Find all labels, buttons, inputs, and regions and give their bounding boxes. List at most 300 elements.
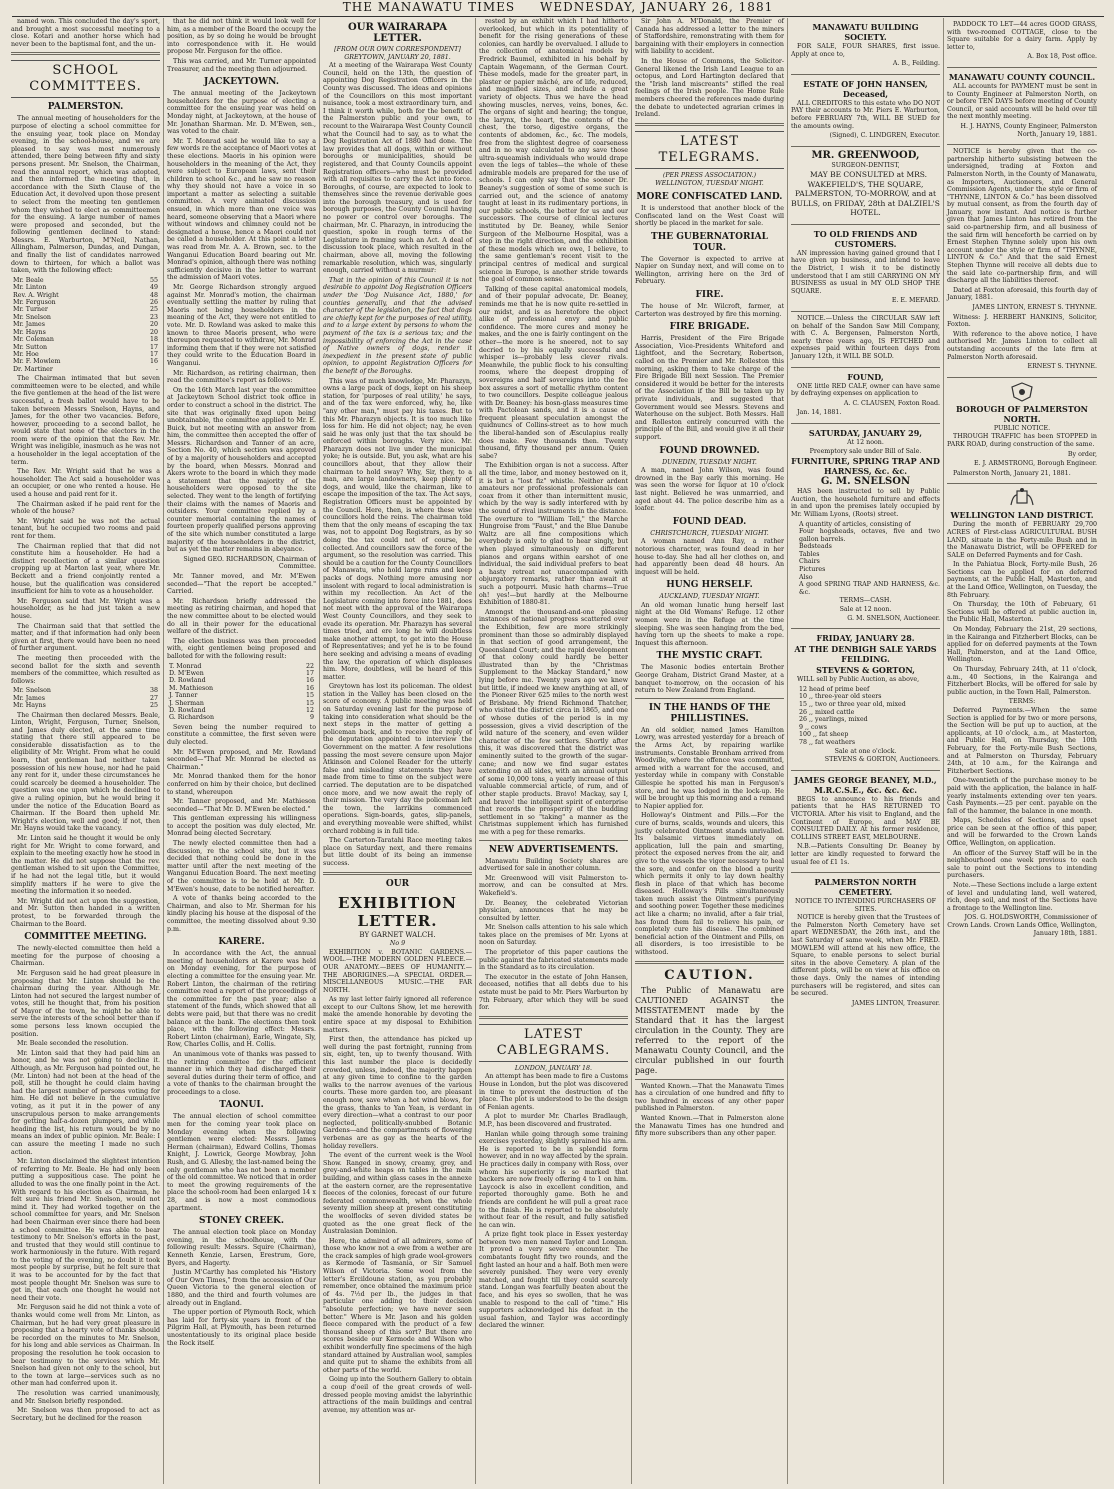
article-text: Greytown has lost its policeman. The oldest station in the Valley has been closed on the score of economy. A public meeting was held on Saturday evening last for the purpose of taking into consideration what should be the next steps in the matter of getting a policeman back, and to receive the reply of the deputation appointed to interview the Government on the matter. A few resolutions passing the most severe censure upon Major Atkinson and Colonel Reader for the utterly false and misleading statements they have made from time to time on the subject were carried. The deputation are to be dispatched once more, and we now await the reply of their mission. The very day the policeman left the town, the larrikins commenced operations. Sign-boards, gates, slip-panels, and everything moveable were shifted, whilst orchard robbing is in full tide.	[323, 683, 472, 835]
notice-text: Wanted Known.—That the Manawatu Times has a circulation of one hundred and fifty to two hundred in excess of any other paper published in Palmerston.	[635, 1082, 784, 1113]
article-text: The Governor is expected to arrive at Napier on Sunday next, and will come on to Wellington, arriving here on the 3rd of February.	[635, 255, 784, 286]
section-title: SCHOOL COMMITTEES.	[11, 60, 160, 98]
ad-title: TO OLD FRIENDS AND CUSTOMERS.	[813, 228, 918, 249]
vote-row	[11, 284, 160, 291]
column-1	[8, 18, 164, 1484]
dateline: [FROM OUR OWN CORRESPONDENT] GREYTOWN, JANUARY 20, 1881.	[334, 46, 461, 61]
subsection-title: FOUND DROWNED.	[659, 445, 760, 456]
candidate-name: Mr. Hayns	[13, 328, 46, 336]
vote-count: -	[155, 365, 158, 373]
candidate-name: Mr. Turner	[13, 306, 48, 314]
vote-count: 25	[149, 702, 158, 710]
ad-building-society	[791, 18, 940, 75]
ad-body: THROUGH TRAFFIC has been STOPPED in PARK ROAD, during construction of the same.	[947, 433, 1097, 448]
subsection-title: FIRE BRIGADE.	[669, 322, 750, 333]
candidate-name: Mr. F. Mowlem	[13, 358, 61, 366]
vote-count: 20	[149, 328, 158, 336]
vote-row	[167, 663, 316, 670]
vote-row	[167, 670, 316, 677]
ad-body: Note.—These Sections include a large extent of level and undulating land, well watered, rich, deep soil, and most of the Sections have a frontage to the Wellington line.	[947, 882, 1097, 912]
article-text: Mr. Monrad thanked them for the honor conferred on him by their choice, but declined to stand, whereupon	[167, 773, 316, 796]
columns	[8, 18, 1108, 1484]
list-item: Chairs	[799, 558, 820, 566]
article-text: The election business was then proceeded with, eight gentlemen being proposed and balloted for with the following result:	[167, 637, 316, 660]
article-summary: EXHIBITION v. BOTANIC GARDENS.—WOOL.—THE MODERN GOLDEN FLEECE.—OUR ANATOMY.—BEES OF HUMANITY.—THE ABORIGINES.—A SPECIAL ORDER.—MISCELLANEOUS MUSIC.—THE FAR NORTH.	[323, 948, 472, 994]
vote-count: 17	[149, 350, 158, 358]
list-item: A good SPRING TRAP AND HARNESS, &c. &c.	[799, 581, 940, 596]
vote-row	[11, 358, 160, 365]
article-text: An attempt has been made to fire a Customs House in London, but the plot was discovered in time to prevent the destruction of the place. The plot is understood to be the design of Fenian agents.	[479, 1073, 628, 1111]
section-kicker: OUR	[385, 878, 410, 889]
subsection-title: KARERE.	[218, 937, 265, 948]
ad-heading: TERMS:	[1008, 698, 1036, 706]
list-item: 9 ,, cows	[799, 723, 827, 731]
candidate-name: J. Sherman	[169, 699, 204, 707]
column-5	[632, 18, 788, 1484]
dateline: DUNEDIN, TUESDAY NIGHT.	[662, 458, 757, 466]
ad-heading: AT THE DENBIGH SALE YARDS FEILDING.	[794, 644, 937, 665]
ad-witness: Witness: J. HERBERT HANKINS, Solicitor, Foxton.	[947, 313, 1097, 329]
candidate-name: Mr. Hayns	[13, 702, 46, 710]
candidate-name: Mr. Beale	[13, 276, 44, 284]
vote-count: 38	[149, 687, 158, 695]
ad-signature: E. E. MEFARD.	[891, 297, 940, 305]
ad-date: Jan. 14, 1881.	[797, 409, 842, 417]
list-item: Four hogsheads, octaves, five and two gallon barrels.	[799, 528, 940, 543]
article-text: Mr. George Richardson strongly argued against Mr. Monrad's motion, the chairman eventually settling the matter by ruling that Maoris not being householders in the meaning of the Act, they were not entitled to vote. Mr. D. Rowland was asked to make this known to three Maoris present, who were thereupon requested to withdraw, Mr. Monrad informing them that if they were not satisfied they could write to the Education Board in Wanganui.	[167, 284, 316, 367]
vote-row	[11, 344, 160, 351]
ad-signature: H. J. HAYNS, County Engineer, Palmerston North, January 19, 1881.	[960, 122, 1097, 138]
notice-text: Wanted Known.—That in Palmerston alone the Manawatu Times has one hundred and fifty more subscribers than any other paper.	[635, 1115, 784, 1138]
section-title: EXHIBITION LETTER.	[338, 893, 457, 930]
ad-dated: Dated at Foxton aforesaid, this fourth day of January, 1881.	[947, 286, 1097, 302]
ad-order: By order,	[1067, 450, 1097, 458]
article-text: Mr. Linton disclaimed the slightest intention of referring to Mr. Beale. He had only been putting a suppositious case. The point he alluded to was the one finally point in the Act. With regard to his election as Chairman, he felt sure his friend Mr. Snelson, would not mind it. They had worked together on the school committee for years, and Mr. Snelson had been Chairman ever since there had been a school committee. He was able to bear testimony to Mr. Snelson's efforts in the past, and trusted that they would still continue to work harmoniously in the future. With regard to the voting of the evening, no doubt it took most people by surprise, but he felt sure that it was to be accounted for by the fact that most people thought Mr. Snelson was sure to get in, that each one thought he would not need their vote.	[11, 1158, 160, 1302]
article-text: The Chairman then declared Messrs. Beale, Linton, Wright, Ferguson, Turner, Snelson, and James duly elected, at the same time stating that there still appeared to be considerable dissatisfaction as to the eligibility of Mr. Wright. From what he could learn, that gentleman had neither taken possession of his new house, nor had he paid any rent for it, under these circumstances he could scarcely be deemed a householder. The question was one upon which he declined to give a ruling opinion, but he would bring it under the notice of the Education Board as Chairman. If the Board then upheld Mr. Wright's election, well and good; if not, then Mr. Hayns would take the vacancy.	[11, 711, 160, 833]
column-3	[320, 18, 476, 1484]
article-text: Mr. Snelson was then proposed to act as Secretary, but he declined for the reason	[11, 1407, 160, 1422]
column-2	[164, 18, 320, 1484]
article-text: The Exhibition organ is not a success. After all the time, labor, and money bestowed on it, it is but a "lost fiz" whistle. Neither ardent amateurs nor professional professionals can coax from it other than intermittent music, which by the way is sadly interfered with by the sound of rival instruments in the distance. The overture to "William Tell," the Marche Hungroise from "Faust," and the Blue Danube Waltz are all fine compositions which everybody is only to glad to hear singly, but when played simultaneously on different pianos and organs within earshot of one individual, the said individual prefers to beat a hasty retreat not unaccompanied with objurgatory remarks, rather than await at such a potpourri. Music hath charms—True oh! yes!—but hardly at the Melbourne Exhibition of 1880-81.	[479, 462, 628, 607]
auctioneer-name: G. M. SNELSON	[820, 476, 911, 488]
ad-subtitle: NOTICE TO INTENDING PURCHASERS OF SITES.	[794, 898, 937, 913]
article-text: Mr. Wright did not act upon the suggestion, and Mr. Sutton then handed in a written protest, to be forwarded through the Chairman to the Board.	[11, 897, 160, 928]
article-text: Amongst the thousand-and-one pleasing instances of national progress scattered over the Exhibition, few are more strikingly prominent than those so admirably displayed in that section of good arrangement, the Queensland Court; and the rapid development of that colony could hardly be better illustrated than by the "Christmas Supplement to the Mackay Standard," now lying before me. Twenty years ago we knew but little, if indeed we knew anything at all, of the Pioneer River 625 miles to the north west of Brisbane. My friend Richmond Thatcher, who visited the district circa in 1865, and one of whose duties of the period is in my possession, gives a vivid description of the wild nature of the scenery, and even wilder character of the few settlers. Shortly after this, it was discovered that the district was eminently suited to the growth of the sugar-cane; and now we find sugar estates extending on all sides, with an annual output of some 10,000 tons, a yearly increase of this valuable commercial article, of rum, and of other staple products. Bravo! Mackay, say I, and bravo! the intelligent spirit of enterprise that records the prosperity of the budding settlement in so "taking" a manner as the Christmas supplement which has furnished me with a peg for these remarks.	[479, 608, 628, 836]
article-text: Harris, President of the Fire Brigade Association, Vice-Presidents Whiteford and Lightfoot, and the Secretary, Robertson, called on the Premier and Mr. Rolleston this morning, asking them to take charge of the Fire Brigade Bill next Session. The Premier considered it would be better for the interests of the Association if the Bill be taken up by private individuals, and suggested that Government would see Messrs. Stevens and Waterhouse on the subject. Both Messrs. Hall and Rolleston entirely concurred with the principle of the Bill, and would give it all their support.	[635, 335, 784, 441]
article-text: The house of Mr. Wilcroft, farmer, at Carterton was destroyed by fire this morning.	[635, 303, 784, 318]
vote-count: 18	[149, 336, 158, 344]
masthead	[12, 0, 1104, 17]
candidate-name: D. M'Ewen	[169, 669, 204, 677]
ad-body: On Thursday, February 24th, at 11 o'clock, a.m., 40 Sections, in the Kairanga and Fitzherbert Blocks, will be offered for sale by public auction, in the Town Hall, Palmerston.	[947, 666, 1097, 696]
vote-count: 20	[149, 321, 158, 329]
subsection-title: STONEY CREEK.	[199, 1216, 284, 1227]
list-item: Also	[799, 573, 813, 581]
ad-body: With reference to the above notice, I have authorised Mr. James Linton to collect all outstanding accounts of the late firm at Palmerston North aforesaid.	[947, 330, 1097, 361]
article-text: The Chairman said that that settled the matter, and if that information had only been given at first, there would have been no need of further argument.	[11, 622, 160, 653]
candidate-name: G. Richardson	[169, 714, 215, 722]
article-text: This was of much knowledge, Mr. Pharazyn, owns a large pack of dogs, kept on his sheep station, for 'purposes of real utility,' he says, and of the tax were enforced, why, he, like "any other man," must pay his taxes. But to this Mr. Pharazyn objects. It is too much like loss for him. He did not object; nay, he even said he was only just that the tax should be enforced within boroughs. Very nice. Mr. Pharazyn does not live under the municipal yoke; he is outside. But, you ask, what are his councillors about, that they allow their chairman to hold sway? Why, Sir, they, to a man, are large landowners, keep plenty of dogs, and would, like the chairman, like to escape the imposition of the tax. The Act says, Registration Officers must be appointed by the Council. Here, then, is where these wise councillors hold the reins. The chairman told them that the only means of escaping the tax was, not to appoint Dog Registrars, as by so doing the tax could not of course, be collected. And councillors saw the force of the argument, so the resolution was carried. This should be a caution for the County Councillors of Manawatu, who hold large runs and keep packs of dogs. Nothing more amusing nor insolent with regard to local administration is within my recollection. An Act of the Legislature coming into force into 1881, does not meet with the approval of the Wairarapa West County Councillors, and they seek to evade its operation. Mr. Pharazyn has several times tried, and ere long he will doubtless make another attempt, to get into the House of Representatives; and yet he is to be found here seeking and advising a means of evading the law, the operation of which displeases him. More, doubtless, will be heard of this matter.	[323, 377, 473, 681]
list-item: 12 head of prime beef	[799, 685, 870, 693]
subsection-title: MORE CONFISCATED LAND.	[636, 191, 783, 202]
candidate-name: Dr. Martiner	[13, 365, 53, 373]
ad-signature: JAMES LINTON, Treasurer.	[851, 999, 940, 1007]
vote-row	[11, 292, 160, 299]
ad-signature: A. C. CLAUSEN, Foxton Road.	[843, 399, 940, 407]
ad-body: WILL sell by Public Auction, as above,	[797, 676, 920, 684]
vote-row	[11, 277, 160, 284]
ad-body: AN impression having gained ground that I have given up business, and intend to leave the District, I wish it to be distinctly understood that I am still CARRYING ON MY BUSINESS as usual in MY OLD SHOP THE SQUARE.	[791, 249, 940, 295]
vote-count: 17	[305, 669, 314, 677]
article-text: Holloway's Ointment and Pills.—For the cure of burns, scalds, wounds and ulcers, this justly celebrated Ointment stands unrivalled. Its balsamic virtues immediately on application, lull the pain and smarting, protect the exposed nerves from the air, and give to the vessels the vigor necessary to heal the sore, and confer on the blood a purity which permits it only to lay down healthy flesh in place of that which has become diseased. Holloway's Pills simultaneously taken much assist the Ointment's purifying and soothing power. Together these medicines act like a charm; no invalid, after a fair trial, has found them fail to relieve his pain, or completely cure his disease. The combined beneficial action of the Ointment and Pills, on all disorders, is too irresistible to be withstood.	[635, 812, 784, 957]
article-text: Mr. Linton said that they had paid him an honor, and he was not going to decline it. Although, as Mr. Ferguson had pointed out, he (Mr. Linton) had not been at the head of the poll, still he thought he could claim having had the largest number of persons voting for him. He did not believe in the cumulative voting, as it put it in the power of any unscrupulous person to make arrangements for getting half-a-dozen plumpers, and while heading the list, his return would be by no means an index of public opinion. Mr. Beale: I can assure the meeting I made no such action.	[11, 1049, 160, 1156]
vote-count: 17	[149, 343, 158, 351]
candidate-name: D. Rowland	[169, 677, 206, 685]
candidate-name: Mr. Hoe	[13, 350, 39, 358]
vote-row	[11, 306, 160, 313]
list-item: 100 ,, fat sheep	[799, 731, 849, 739]
article-text: The annual election of school committee men for the coming year took place on Monday evening when the following gentlemen were elected: Messrs. James Herman (chairman), Edward Collins, Thomas Knight, J. Lowrick, George Mowbray, John Rush, and G. Allesby, the last-named being the only gentleman who has not been a member of the old committee. We noticed that in order to meet the growing requirements of the place the school-room had been enlarged 14 x 28, and is now a most commodious apartment.	[167, 1113, 316, 1212]
vote-count: 49	[149, 284, 158, 292]
section-title: IN THE HANDS OF THE PHILLISTINES.	[648, 702, 771, 724]
vote-row	[11, 687, 160, 694]
vote-table-2	[11, 687, 160, 709]
ad-title: MANAWATU COUNTY COUNCIL.	[948, 71, 1096, 82]
ad-signature: ERNEST S. THYNNE.	[1027, 363, 1097, 371]
auctioneer-name: STEVENS & GORTON,	[816, 665, 915, 676]
ad-signature: JAMES LINTON, ERNEST S. THYNNE.	[972, 304, 1097, 311]
vote-count: 26	[149, 299, 158, 307]
article-text: named won. This concluded the day's sport, and brought a most successful meeting to a close. Kotari and another horse which had never been to the baptismal font, and the un-	[11, 18, 160, 48]
ad-note: N.B.—Patients Consulting Dr. Beaney by letter are kindly requested to forward the usual fee of £1 1s.	[791, 843, 940, 866]
vote-count: 12	[305, 706, 314, 714]
vote-row	[167, 685, 316, 692]
masthead-paper: THE MANAWATU TIMES	[342, 0, 516, 14]
ad-title: PALMERSTON NORTH CEMETERY.	[814, 877, 917, 898]
news-item: The proprietor of this paper cautions the public against the fabricated statements made in the Standard as to its circulation.	[479, 949, 628, 972]
ad-title: FOUND,	[847, 371, 884, 382]
list-item: Bedsteads	[799, 543, 832, 551]
ad-terms: TERMS—CASH.	[839, 597, 892, 605]
section-title: OUR WAIRARAPA LETTER.	[348, 22, 447, 44]
article-text: Mr. Tanner proposed, and Mr. Mathieson seconded—"That Mr. D. M'Ewen be elected."	[167, 798, 316, 813]
article-text: A prize fight took place in Essex yesterday between two men named Taylor and Longan. It proved a very severe encounter. The combatants fought fifty two rounds, and the fight lasted an hour and a half. Both men were severely punished. They were very evenly matched, and fought till they could scarcely stand. Longan was fearfully beaten about the face, and his eyes so swollen, that he was unable to respond to the call of "time." His supporters acknowledged his defeat in the usual fashion, and Taylor was accordingly declared the winner.	[479, 1231, 628, 1330]
candidate-name: T. Monrad	[169, 662, 202, 670]
vote-row	[11, 695, 160, 702]
ad-date: Palmerston North, January 21, 1881.	[953, 469, 1071, 477]
article-text: On the 16th March last year the committee at Jackeytown School district took office in order to construct a school in the district. The site that was originally fixed upon being unobtainable, the committee applied to Mr. E. Buick, but not meeting with an answer from him, the committee then accepted the offer of Messrs. Richardson and Tanner of an acre, Section No. 40, which section was approved of by a majority of householders and accepted by the board, when Messrs. Monrad and Akers wrote to the board in which they made a statement that the majority of the householders were opposed to the site selected. They went to the length of fortifying their claims with the names of Maoris and outsiders. Your committee replied by a counter memorial containing the names of fourteen properly qualified persons approving of the site which number constituted a large majority of the householders in the district, but as yet the matter remains in abeyance.	[167, 386, 316, 554]
article-text: Mr. Ferguson said he did not think a vote of thanks would come well from Mr. Linton, as Chairman, but he had very great pleasure in proposing that a hearty vote of thanks should be recorded on the minutes to Mr. Snelson, for his long and able services as Chairman. In proposing the resolution he took occasion to bear testimony to the services which Mr. Snelson had given not only to the school, but to the town at large—services such as no other man had conferred upon it.	[11, 1304, 160, 1388]
vote-row	[11, 702, 160, 709]
ad-signature: STEVENS & GORTON, Auctioneers.	[824, 756, 940, 764]
vote-row	[167, 714, 316, 721]
ad-signature: E. J. ARMSTRONG, Borough Engineer.	[974, 460, 1097, 468]
ad-body: NOTICE is hereby given that the Trustees of the Palmerston North Cemetery have set apart WEDNESDAY, the 26th inst., and the last Saturday of same week, when Mr. FRED. MOWLEM will attend at his new office, the Square, to enable persons to select burial sites in the above Cemetery. A plan of the different plots, will be on view at his office on those days. Only the names of intending purchasers will be registered, and sites can be secured.	[791, 914, 940, 998]
candidate-name: Mr. James	[13, 694, 45, 702]
article-text: An unanimous vote of thanks was passed to the retiring committee for the efficient manner in which they had discharged their several duties during their term of office, and a vote of thanks to the chairman brought the proceedings to a close.	[167, 1050, 316, 1096]
vote-row	[11, 329, 160, 336]
candidate-name: D. Rowland	[169, 706, 206, 714]
ad-mefard	[791, 225, 940, 312]
ad-paddock	[947, 18, 1097, 68]
ad-title: MR. GREENWOOD,	[811, 149, 920, 161]
vote-row	[11, 351, 160, 358]
article-text: The annual meeting of householders for the purpose of electing a school committee for the ensuing year, took place on Monday evening, in the school-house, and we are pleased to say was most numerously attended, there being between fifty and sixty persons present. Mr. Snelson, the Chairman, read the annual report, which was adopted, and then informed the meeting that, in accordance with the Sixth Clause of the Education Act, it devolved upon those present to select from the meeting ten gentlemen whom they wished to elect as committeemen for the ensuing. A large number of names were proposed and seconded, but the following gentlemen declined to stand: Messrs. E. Warburton, M'Neil, Nathan, Allingham, Palmerson, Dundas, and Dungan, and finally the list of candidates narrowed down to thirteen, for which a ballot was taken, with the following effect:	[11, 115, 160, 275]
vote-count: 25	[149, 306, 158, 314]
vote-table-1	[11, 277, 160, 373]
article-text: Talking of these capital anatomical models, and of their popular advocate, Dr. Beaney, reminds me that he is now quite re-settled in our midst, and is as heretofore the object alike of professional envy and public confidence. The more cures and money he makes, and the one is fairly contingent on the other—the more is he sneered, not to say decried to by his equally successful and whisper is—probably less clever rivals. Meanwhile, the public flock to his consulting rooms, where the deepest dropping of sovereigns and half sovereigns into the fee box assures a sort of metallic rhythm content to two councillors. Despite colleague jealous with Dr. Beaney: his bosn-glass measures time with Pactolean sands, and it is a cause of frequent pleasant speculation amongst the quidnuncs of Collins-street as to how much the liberal-handed son of Æsculapius really does make. Few thousands then. Twenty thousand, fifty thousand per annum. Quien sabe?	[479, 285, 628, 460]
ad-title: ESTATE OF JOHN HANSEN, Deceased,	[803, 78, 928, 99]
vote-row	[167, 677, 316, 684]
article-text: Seven being the number required to constitute a committee, the first seven were duly elected.	[167, 723, 316, 746]
article-text: At a meeting of the Wairarapa West County Council, held on the 13th, the question of appointing Dog Registration Officers in the County was discussed. The ideas and opinions of the Councillors on this most important nuisance, took a most extraordinary turn, and I think it worth while, both for the benefit of the Palmerston public and your own, to recount to the Wairarapa West County Council what the Council had to say, as to what the Dog Registration Act of 1880 had done. The law provides that all dogs, within or without boroughs or municipalities, should be registered, and that County Councils appoint Registration officers—who must be provided with all requisites to carry the Act into force. Boroughs, of course, are expected to look to themselves since the revenue derivable goes into the borough treasury, and is used for borough purposes, the County Council having no power or control over boroughs. The chairman, Mr. C. Pharazyn, in introducing the question, spoke in rough terms of the Legislature in framing such an Act. A deal of discussion took place, which resulted in the chairman, above all, moving the following remarkable resolution, which was, singularly enough, carried without a murmur:	[323, 62, 472, 275]
ad-time: Sale at 12 noon.	[839, 606, 892, 614]
ad-found-calf	[791, 368, 940, 424]
article-text: Mr. Ferguson said that Mr. Wright was a householder, as he had just taken a new house.	[11, 597, 160, 620]
ad-stevens-gorton	[791, 629, 940, 771]
dateline: AUCKLAND, TUESDAY NIGHT.	[659, 593, 760, 601]
vote-count: 15	[305, 699, 314, 707]
news-item: The executor in the estate of John Hansen, deceased, notifies that all debts due to his estate must be paid to Mr. Piers Warburton by 7th February, after which they will be sued for.	[479, 973, 628, 1012]
ad-title: MANAWATU BUILDING SOCIETY.	[812, 22, 919, 42]
list-item: Tables	[799, 550, 820, 558]
list-item: Pictures	[799, 566, 826, 574]
ad-title: JAMES GEORGE BEANEY, M.D., M.R.C.S.E., &c. &c. &c.	[794, 774, 937, 795]
ad-body: NOTICE is hereby given that the co-partnership hitherto subsisting between the undersigned, trading at Foxton and Palmerston North, in the County of Manawatu, as Importers, Auctioneers, and General Commission Agents, under the style or firm of "THYNNE, LINTON & Co." has been dissolved by mutual consent, as from the fourth day of January, now instant. And notice is further given that James Linton has retired from the said co-partnership firm, and all business of the said firm will henceforth be carried on by Ernest Stephen Thynne solely upon his own account under the style or firm of "THYNNE, LINTON & Co." And that the said Ernest Stephen Thynne will receive all debts due to the said late co-partnership firm, and will discharge all the liabilities thereof.	[947, 148, 1097, 285]
ad-title: WELLINGTON LAND DISTRICT.	[950, 510, 1094, 521]
article-text: An old soldier, named James Hamilton Lowry, was arrested yesterday for a breach of the Arms Act, by repairing warlike instruments. Constable Bronham arrived from Woodville, where the offence was committed, armed with a warrant for the accused, and yesterday while in company with Constable Gillespie he spotted his man in Ferguson's store, and he was lodged in the lock-up. He will be brought up this morning and a remand to Napier applied for.	[635, 726, 784, 810]
article-text: The event of the current week is the Wool Show. Ranged in snowy, creamy, grey, and grey-and-white heaps on tables in the main building, and within glass cases in the annexe at the eastern corner, are the representative fleeces of the colonies, forecast of our future federated commonwealth, when the whole seventy million sheep at present constituting the woolflocks of seven divided states be quoted as the one great fleck of the Australasian Dominion.	[323, 1152, 472, 1236]
sale-items-list	[791, 521, 940, 597]
article-text: As my last letter fairly ignored all reference except to our Cultons Show, let me herewith make the amende honorable by devoting the entire space at my disposal to Exhibition matters.	[323, 996, 472, 1034]
article-text: The annual meeting of the Jackeytown householders for the purpose of electing a committee for the ensuing year was held on Monday night, at Jackeytown, at the house of Mr. Jonathan Sharman. Mr. D. M'Ewen, sen., was voted to the chair.	[167, 90, 316, 136]
ad-title: FRIDAY, JANUARY 28.	[816, 633, 915, 644]
ad-borough-notice	[947, 378, 1097, 485]
ad-body: PADDOCK TO LET—44 acres GOOD GRASS, with two-roomed COTTAGE, close to the Square suitable for a dairy farm. Apply by letter to,	[947, 21, 1097, 51]
article-text: It is understood that another block of the Confiscated land on the West Coast will shortly be placed in the market for sale.	[635, 204, 784, 228]
vote-row	[11, 321, 160, 328]
ad-snelson-sale	[791, 424, 940, 629]
vote-row	[11, 314, 160, 321]
vote-row	[11, 299, 160, 306]
article-text: That in the opinion of this Council it is not desirable to appoint Dog Registration Officers under the 'Dog Nuisance Act, 1880,' for counties generally, and that the advised character of the legislation, the fact that dogs are chiefly kept for the purposes of real utility, and to a large extent by persons to whom the payment of the tax is a serious tax; and the impossibility of enforcing the Act in the case of Native owners of dogs, render it inexpedient in the present state of public opinion, to appoint Registration Officers for the benefit of the Boroughs.	[323, 276, 472, 375]
news-item: Mr. Greenwood will visit Palmerston to-morrow, and can be consulted at Mrs. Wakefield's.	[479, 874, 628, 897]
subsection-title: TAONUI.	[219, 1100, 264, 1111]
subsection-title: HUNG HERSELF.	[666, 580, 753, 591]
source-note: (PER PRESS ASSOCIATION.)	[662, 171, 757, 179]
subsection-title: THE MYSTIC CRAFT.	[656, 651, 763, 662]
ad-heading: FURNITURE, SPRING TRAP AND HARNESS, &c. &c.	[791, 456, 940, 477]
ad-body: ALL accounts for PAYMENT must be sent in to County Engineer at Palmerston North, on or before TEN DAYS before meeting of County Council, or said accounts will be held over till the next monthly meeting.	[947, 82, 1097, 121]
ad-title: SATURDAY, JANUARY 29,	[808, 427, 923, 438]
ad-land-district	[947, 484, 1097, 943]
article-text: Mr. Linton said he thought it would be only right for Mr. Wright to come forward, and explain to the meeting exactly how he stood in the matter. He did not suppose that the rev. gentleman wished to sit upon the Committee, if he had not the legal title, but it would simplify matters if he were to give the meeting the information it so needed.	[11, 835, 160, 896]
vote-count: 55	[149, 276, 158, 284]
list-item: 78 ,, fat weathers	[799, 738, 856, 746]
ad-signature: G. M. SNELSON, Auctioneer.	[847, 614, 940, 622]
article-text: The meeting then proceeded with the second ballot for the sixth and seventh members of the committee, which resulted as follows:	[11, 654, 160, 685]
ad-signature: (Signed), C. LINDGREN, Executor.	[829, 132, 940, 140]
section-title: LATEST TELEGRAMS.	[635, 131, 784, 169]
article-text: In the House of Commons, the Solicitor-General likened the Irish Land League to an octopus, and Lord Hartington declared that the "Irish land miscreants" stifled the real feelings of the Irish people. The Home Rule members cheered the references made during the debate to undetected agrarian crimes in Ireland.	[635, 57, 784, 119]
ad-body: NOTICE.—Unless the CIRCULAR SAW left on behalf of the Sandon Saw Mill Company, with C. A. Bergensen, Palmerston North, nearly three years ago, IS FETCHED and expenses paid within fourteen days from January 12th, it WILL BE SOLD.	[791, 315, 940, 360]
vote-row	[167, 707, 316, 714]
article-text: Mr. Ferguson said he had great pleasure in proposing that Mr. Linton should be the chairman during the year. Although Mr. Linton had not secured the largest number of votes, still he thought that, from his position of Mayor of the town, he might be able to serve the interests of the school better than if some persons less known occupied the position.	[11, 969, 160, 1038]
article-text: Justin M'Carthy has completed his "History of Our Own Times," from the accession of Our Queen Victoria to the general election of 1880, and the third and fourth volumes are already out in England.	[167, 1269, 316, 1307]
ad-subtitle: Preemptory sale under Bill of Sale.	[809, 447, 922, 455]
article-text: Mr. Richardson briefly addressed the meeting as retiring chairman, and hoped that the new committee about to be elected would do all in their power for the educational welfare of the district.	[167, 597, 316, 636]
byline: BY GARNET WALCH.	[359, 930, 436, 939]
article-text: The Carterton-Taratahi Race meeting takes place on Saturday next, and there remains but little doubt of its being an immense success.	[323, 837, 472, 867]
article-text: rested by an exhibit which I had hitherto overlooked, but which in its potentiality of benefit for the rising generations of these colonies, can hardly be overvalued. I allude to the collection of anatomical models by Fredrick Baumel, exhibited in his behalf by Captain Wagemann, of the German Court. These models, made for the greater part, in plaster or papier mâché, are of life, reduced, and magnified sizes, and include a great variety of objects. Thus we have the head showing muscles, nerves, veins, bones, &c. The organs of sight and hearing; the tongue, the larynx, the heart, the contents of the chest, the torso, digestive organs, the contents of abdomen, &c., &c. The models, free from the slightest degree of coarseness and in no way calculated to any save those ultra-squeamish individuals who would drape even the legs of tables—the whole of these admirable models are prepared for the use of schools. I can only say that the sooner Dr. Beaney's suggestion of some of some such is carried out, and the science of anatomy taught at least in its rudimentary portions, in our public schools, the better for us and our successors. The course of clinical lectures instituted by Dr. Beaney, while Senior Surgeon of the Melbourne Hospital, was a step in the right direction, and the exhibition of these models which we owe, I believe, to the same gentleman's recent visit to the principal centres of medical and surgical science in Europe, is another stride towards the goal of common sense.	[479, 18, 628, 284]
vote-count: 16	[149, 358, 158, 366]
masthead-date: WEDNESDAY, JANUARY 26, 1881	[539, 0, 774, 14]
article-text: A man, named John Wilson, was found drowned in the Bay early this morning. He was seen the worse for liquor at 10 o'clock last night. Believed he was unmarried, and aged about 44. The police describe him as a loafer.	[635, 467, 784, 513]
article-text: that he did not think it would look well for him, as a member of the Board the occupy the position, as by so doing he would be brought into correspondence with it. He would propose Mr. Ferguson for the office.	[167, 18, 316, 56]
section-title: NEW ADVERTISEMENTS.	[488, 844, 619, 855]
list-item: A quantity of articles, consisting of	[799, 520, 911, 528]
article-text: A woman named Ann Ray, a rather notorious character, was found dead in her house to-day. She had all her clothes on, and had apparently been dead 48 hours. An inquest will be held.	[635, 538, 784, 576]
article-text: The Chairman intimated that but seven committeemen were to be elected, and while the five gentlemen at the head of the list were successful, a fresh ballot would have to be taken between Messrs Snelson, Hayns, and James, for the other two vacancies. Before, however, proceeding to a second ballot, he would state that none of the electors in the room were of the opinion that the Rev. Mr. Wright was ineligible, inasmuch as he was not a householder in the legal acceptation of the term.	[11, 375, 160, 466]
signature: Signed GEO. RICHARDSON, Chairman of Committee.	[183, 555, 316, 571]
ad-partnership	[947, 145, 1097, 378]
letter-number: No 9	[389, 940, 406, 948]
article-text: A vote of thanks being accorded to the Chairman, and also to Mr. Sherman for his kindly placing his house at the disposal of the committee, the meeting dissolved about 9.30 p.m.	[167, 895, 316, 933]
vote-count: 48	[149, 291, 158, 299]
article-text: Sir John A. M'Donald, the Premier of Canada has addressed a letter to the miners of Staffordshire, remonstrating with them for bargaining with their employers in connection with liability to accident.	[635, 18, 784, 56]
subsection-title: FOUND DEAD.	[672, 516, 747, 527]
ad-signature: A. B., Feilding.	[892, 60, 940, 68]
ad-body: On Thursday, the 10th of February, 61 Sections will be offered at public auction in, the Public Hall, Masterton.	[947, 601, 1097, 624]
ad-body: ALL CREDITORS to this estate who DO NOT PAY their accounts to Mr. Piers E. Warburton, before FEBRUARY 7th, WILL BE SUED for the amounts owing.	[791, 99, 941, 130]
article-text: The newly elected committee then had a discussion, re the school site, but it was decided that nothing could be done in the matter until after the next meeting of the Wanganui Education Board. The next meeting of the committee is to be held at Mr. D. M'Ewen's house, date to be notified hereafter.	[167, 840, 316, 893]
subsection-title: THE GUBERNATORIAL TOUR.	[651, 231, 768, 253]
ad-signature: JOS. G. HOLDSWORTH, Commissioner of Crown Lands. Crown Lands Office, Wellington, January 18th, 1881.	[947, 914, 1097, 937]
ad-time: Sale at one o'clock.	[834, 747, 897, 755]
article-text: Mr. Richardson, as retiring chairman, then read the committee's report as follows:	[167, 369, 316, 385]
article-text: Going up into the Southern Gallery to obtain a coup d'oeil of the great crowds of well-dressed people moving amidst the labyrinthic attractions of the main buildings and central avenue, my attention was ar-	[323, 1376, 472, 1414]
article-text: First then, the attendance has picked up well during the past fortnight, running from six, eight, ten, up to twenty thousand. With this last number the place is decidedly crowded, unless, indeed, the majority happen at any given time to confine to the garden walks to the narrow avenues of the various courts. These more garden too, are pleasant enough now, save when a hot wind blows, for the grass, thanks to Yan Yean, is verdant in every direction—what a contrast to our poor neglected, politically-snubbed Botanic Gardens—and the compartments of flowering verbenas are as gay as the hearts of the holiday revellers.	[323, 1036, 472, 1150]
borough-crest-icon	[1009, 381, 1035, 403]
ad-cemetery	[791, 873, 940, 1013]
subsection-title: COMMITTEE MEETING.	[24, 932, 147, 943]
ad-body: During the month of FEBRUARY 29,700 ACRES of First-class AGRICULTURAL BUSH LAND, situate in the Forty-mile Bush and in the Manawatu District, will be OFFERED for SALE on Deferred Payments and for Cash.	[947, 521, 1097, 559]
ad-subtitle: PUBLIC NOTICE.	[993, 424, 1051, 432]
candidate-name: Rev. A. Wright	[13, 291, 59, 299]
list-item: 15 ,, two or three year old, mixed	[799, 701, 906, 708]
ad-body: An officer of the Survey Staff will be in the neighbourhood one week previous to each sale to point out the Sections to intending purchasers.	[947, 849, 1097, 880]
article-text: Mr. Tanner moved, and Mr. M'Ewen seconded—"That the report be accepted." Carried.	[167, 572, 316, 596]
vote-row	[167, 692, 316, 699]
ad-body: MAY BE CONSULTED at MRS. WAKEFIELD'S, THE SQUARE, PALMERSTON, TO-MORROW, and at BULLS, on FRIDAY, 28th at DALZIEL'S HOTEL.	[791, 170, 940, 218]
article-text: The newly-elected committee then held a meeting for the purpose of choosing a Chairman.	[11, 945, 160, 968]
article-text: Here, the admired of all admirers, some of those who know not a ewe from a wether are the crack samples of high grade wool-growers as Kermode of Tasmania, or Sir Samuel Wilson of Victoria. Some wool from the letter's Ercildoune station, as you probably remember, once obtained the maximum price of 4s. 7½d per lb., the judges in that particular one adding to their decision "absolute perfection; we have never seen better." Where is Mr. Jason and his golden fleece compared with the product of a few thousand sheep of this sort? But there are scores beside our Kermode and Wilson who exhibit wonderfully fine specimens of the high standard attained by Australian wool, samples and quite put to shame the exhibits from all other parts of the world.	[323, 1237, 472, 1374]
ad-title: BOROUGH OF PALMERSTON NORTH.	[956, 403, 1088, 424]
candidate-name: Mr. Coleman	[13, 336, 54, 344]
ad-greenwood	[791, 147, 940, 225]
column-6	[788, 18, 944, 1484]
news-item: Dr. Beaney, the celebrated Victorian physician, announces that he may be consulted by letter.	[479, 899, 628, 922]
section-title: LATEST CABLEGRAMS.	[479, 1024, 628, 1062]
candidate-name: Mr. James	[13, 321, 45, 329]
vote-count: 16	[305, 684, 314, 692]
candidate-name: M. Mathieson	[169, 684, 214, 692]
vote-row	[11, 366, 160, 373]
article-text: Mr. Wright said he was not the actual tenant, but he occupied two rooms and paid rent for them.	[11, 517, 160, 540]
candidate-name: Mr. Snelson	[13, 687, 51, 695]
column-4	[476, 18, 632, 1484]
ad-body: FOR SALE, FOUR SHARES, first issue. Apply at once to,	[791, 43, 940, 58]
vote-row	[167, 700, 316, 707]
vote-count: 27	[149, 694, 158, 702]
vote-count: 16	[305, 677, 314, 685]
ad-hansen-estate	[791, 75, 940, 147]
candidate-name: Mr. Ferguson	[13, 299, 56, 307]
ad-body: HAS been instructed to sell by Public Auction, the household furniture and effects in and upon the premises lately occupied by Mr. William Lyons, (Roots) street.	[791, 488, 940, 518]
ad-body: ONE little RED CALF, owner can have same by defraying expenses on application to	[791, 382, 940, 398]
news-item: Manawatu Building Society shares are advertised for sale in another column.	[479, 857, 628, 873]
notice-text: The Public of Manawatu are CAUTIONED AGAINST the MISSTATEMENT made by the Standard that it has the largest circulation in the County. They are referred to the report of the Manawatu County Council, and the circular published in our fourth page.	[635, 985, 784, 1075]
ad-subtitle: SURGEON-DENTIST,	[831, 161, 900, 169]
ad-circular-saw	[791, 312, 940, 368]
ad-beaney	[791, 771, 940, 873]
article-text: Mr. Beale seconded the resolution.	[17, 1040, 129, 1048]
ad-body: In the Pahiatua Block, Forty-mile Bush, 26 Sections can be applied for on deferred payments, at the Public Hall, Masterton, and at the Land Office, Wellington, on Tuesday, the 8th February.	[947, 561, 1097, 599]
ad-body: BEGS to announce to his friends and patients that he HAS RETURNED TO VICTORIA. After his visit to England, and the Continent of Europe, and MAY BE CONSULTED DAILY. At his former residence, COLLINS STREET EAST, MELBOURNE.	[791, 795, 940, 841]
subsection-title: PALMERSTON.	[47, 102, 124, 113]
article-text: The upper portion of Plymouth Rock, which has laid for forty-six years in front of the Pilgrim Hall, at Plymouth, has been returned unostentatiously to its original place beside the Rock itself.	[167, 1309, 316, 1347]
list-item: 26 ,, mixed cattle	[799, 708, 855, 716]
subsection-title: JACKEYTOWN.	[204, 77, 279, 88]
ad-county-council	[947, 68, 1097, 145]
news-item: Mr. Snelson calls attention to his sale which takes place on the premises of Mr. Lyons at noon on Saturday.	[479, 924, 628, 947]
candidate-name: Mr. Sutton	[13, 343, 48, 351]
list-item: 26 ,, yearlings, mixed	[799, 716, 868, 724]
ad-time: At 12 noon.	[847, 438, 884, 446]
list-item: 10 ,, three-year old steers	[799, 693, 882, 701]
article-text: In accordance with the Act, the annual meeting of householders at Karere was held on Monday evening, for the purpose of electing a committee for the ensuing year. Mr. Robert Linton, the chairman of the retiring committee read a report of the proceedings of the committee for the past year; also a statement of the funds, which showed that all debts were paid, but that there was no credit balance at the bank. The elections then took place, with the following effect: Messrs. Robert Linton (chairman), Earle, Wingate, Sly, Row, Charles Collis, and H. Collis.	[167, 950, 316, 1049]
article-text: The Rev. Mr. Wright said that he was a householder. The Act said a householder was an occupier, or one who rented a house. He used a house and paid rent for it.	[11, 468, 160, 499]
ad-signature: A. Box 18, Post office.	[1027, 53, 1097, 61]
article-text: This was carried, and Mr. Turner appointed Treasurer, and the meeting then adjourned.	[167, 57, 316, 73]
article-text: The annual election took place on Monday evening, in the schoolhouse, with the following result: Messrs. Squire (Chairman), Kenneth Kenzie, Larsen, Erestrum, Gore, Byers, and Hagerty.	[167, 1229, 316, 1267]
article-text: The Masonic bodies entertain Brother George Graham, District Grand Master, at a banquet to-morrow, on the occasion of his return to New Zealand from England.	[635, 664, 784, 695]
vote-count: 22	[305, 662, 314, 670]
article-text: A plot to murder Mr. Charles Bradlaugh, M.P., has been discovered and frustrated.	[479, 1113, 628, 1128]
subsection-title: FIRE.	[695, 290, 724, 301]
article-text: Mr. T. Monrad said he would like to say a few words re the acceptance of Maori votes at these elections. Maoris in his opinion were householders in the meaning of the Act, they were subject to European laws, sent their children to school &c., and he saw no reason why they should not have a voice in so important a matter as selecting a suitable committee. A very animated discussion ensued, in which more than one voice was heard, someone observing that a Maori where without windows and chimney could not be designated a house, hence a Maori could not be called a householder. At this point a letter was read from Mr. A. A. Brown, sec. to the Wanganui Education Board bearing out Mr. Monrad's opinion, although there was nothing sufficiently decisive in the letter to warrant the admission of Maori votes.	[167, 137, 316, 282]
livestock-list	[791, 686, 940, 747]
royal-arms-icon	[1007, 487, 1037, 509]
article-text: The Chairman replied that that did not constitute him a householder. He had a distinct recollection of a similar question cropping up at Marton last year, where Mr. Beckett and a friend conjointly rented a house, but the qualification was considered insufficient for him to vote as a householder.	[11, 542, 160, 596]
column-7	[944, 18, 1100, 1484]
dateline: LONDON, JANUARY 18.	[514, 1064, 593, 1072]
dateline: WELLINGTON, TUESDAY NIGHT.	[655, 180, 764, 188]
vote-table-3	[167, 663, 316, 722]
article-text: The resolution was carried unanimously, and Mr. Snelson briefly responded.	[11, 1389, 160, 1405]
article-text: This gentleman expressing his willingness to accept the position was duly elected, Mr. Monrad being elected Secretary.	[167, 815, 316, 838]
candidate-name: Mr. Snelson	[13, 313, 51, 321]
dateline: CHRISTCHURCH, TUESDAY NIGHT.	[650, 529, 769, 537]
candidate-name: Mr. Linton	[13, 284, 47, 292]
ad-body: Deferred Payments.—When the same Section is applied for by two or more persons, the Section will be put up to auction, at the applicants, at 10 o'clock, a.m., at Masterton, and Public Hall, on Thursday, the 10th February, for the Forty-mile Bush Sections, and at Palmerston on Thursday, February 24th, at 10 a.m., for the Kairanga and Fitzherbert Sections.	[947, 706, 1097, 775]
candidate-name: J. Tanner	[169, 692, 198, 700]
article-text: An old woman lunatic hung herself last night at the Old Womans' Refuge. 12 other women were in the Refuge at the time sleeping. She was seen hanging from the bed, having torn up the sheets to make a rope. Inquest this afternoon.	[635, 601, 784, 647]
article-text: Hanlan while going through some training exercises yesterday, slightly sprained his arm. He is reported to be in splendid form however, and in no way affected by the sprain. He practices daily in company with Ross, over whom his superiority is so marked that backers are now freely offering 4 to 1 on him. Laycock is also in excellent condition, and reported thoroughly game. Both he and friends are confident he will pull a great race to the finish. He is reported to be absolutely without fear of the result, and fully satisfied he can win.	[479, 1130, 628, 1229]
article-text: The Chairman asked if he paid rent for the whole of the house?	[11, 500, 160, 516]
vote-count: 23	[149, 313, 158, 321]
vote-row	[11, 336, 160, 343]
